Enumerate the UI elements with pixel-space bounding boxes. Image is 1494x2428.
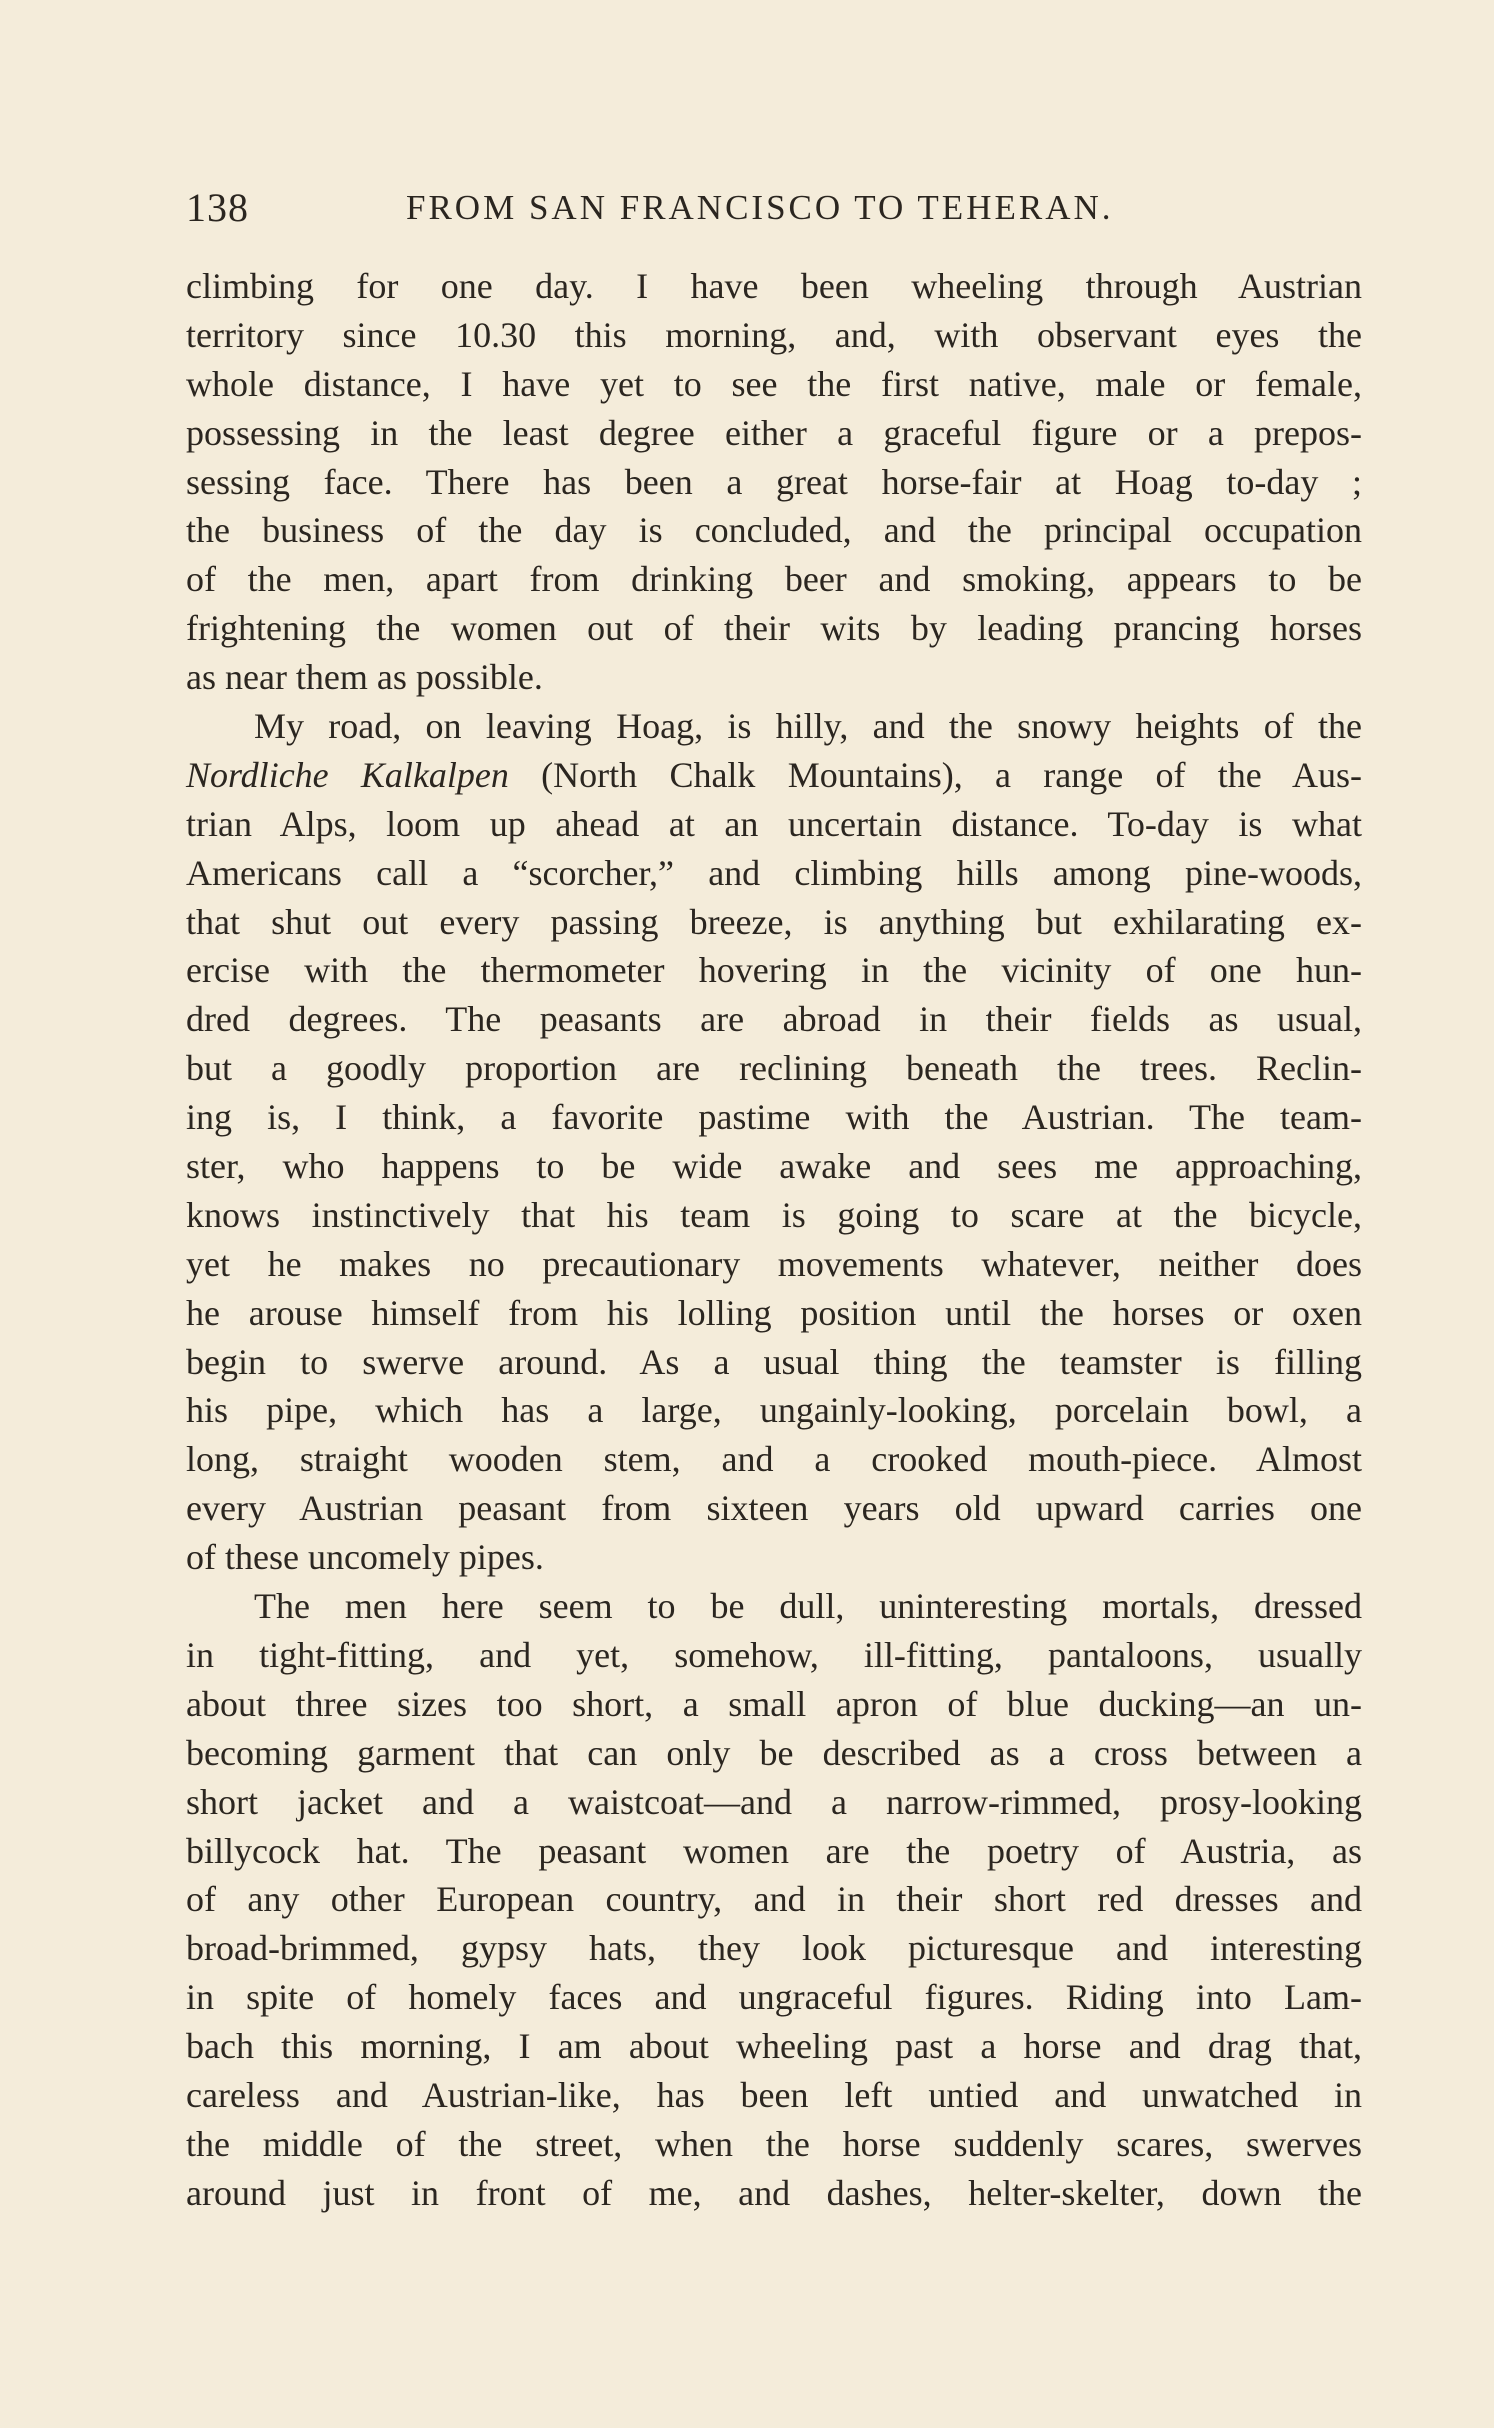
text-line-italic-start: Nordliche Kalkalpen (North Chalk Mountains), a range of the Aus- [186,754,1362,795]
text-line: bach this morning, I am about wheeling past a horse and drag that, [186,2026,1362,2067]
text-line: knows instinctively that his team is going to scare at the bicycle, [186,1194,1362,1235]
text-line: every Austrian peasant from sixteen years old upward carries one [186,1488,1362,1529]
paragraph-start-line: The men here seem to be dull, uninteresting mortals, dressed [254,1586,1362,1627]
text-line: begin to swerve around. As a usual thing the teamster is filling [186,1341,1362,1382]
italic-term: Nordliche Kalkalpen [186,754,509,795]
text-line: billycock hat. The peasant women are the poetry of Austria, as [186,1830,1362,1871]
text-line: sessing face. There has been a great horse-fair at Hoag to-day ; [186,461,1362,502]
text-line: dred degrees. The peasants are abroad in their fields as usual, [186,999,1362,1040]
text-line: the middle of the street, when the horse suddenly scares, swerves [186,2123,1362,2164]
text-line: broad-brimmed, gypsy hats, they look picturesque and interesting [186,1928,1362,1969]
text-line: whole distance, I have yet to see the first native, male or female, [186,363,1362,404]
text-line: ercise with the thermometer hovering in the vicinity of one hun- [186,950,1362,991]
text-line: yet he makes no precautionary movements whatever, neither does [186,1243,1362,1284]
text-line: of the men, apart from drinking beer and smoking, appears to be [186,559,1362,600]
running-head: FROM SAN FRANCISCO TO TEHERAN. [406,188,1114,227]
text-line: ster, who happens to be wide awake and sees me approaching, [186,1146,1362,1187]
text-line: around just in front of me, and dashes, helter-skelter, down the [186,2172,1362,2213]
text-line: territory since 10.30 this morning, and, with observant eyes the [186,314,1362,355]
text-line: careless and Austrian-like, has been left untied and unwatched in [186,2074,1362,2115]
text-line: becoming garment that can only be described as a cross between a [186,1732,1362,1773]
text-line: short jacket and a waistcoat—and a narrow-rimmed, prosy-looking [186,1781,1362,1822]
text-line: in tight-fitting, and yet, somehow, ill-fitting, pantaloons, usually [186,1634,1362,1675]
page-number: 138 [186,185,249,230]
text-line: frightening the women out of their wits by leading prancing horses [186,608,1362,649]
text-line: his pipe, which has a large, ungainly-looking, porcelain bowl, a [186,1390,1362,1431]
text-line: trian Alps, loom up ahead at an uncertain distance. To-day is what [186,803,1362,844]
paragraph-end-line: as near them as possible. [186,657,543,698]
text-line: that shut out every passing breeze, is anything but exhilarating ex- [186,901,1362,942]
text-line: he arouse himself from his lolling position until the horses or oxen [186,1292,1362,1333]
text-line: in spite of homely faces and ungraceful figures. Riding into Lam- [186,1977,1362,2018]
paragraph-start-line: My road, on leaving Hoag, is hilly, and the snowy heights of the [254,706,1362,747]
text-line: but a goodly proportion are reclining beneath the trees. Reclin- [186,1048,1362,1089]
text-line: ing is, I think, a favorite pastime with the Austrian. The team- [186,1097,1362,1138]
text-line: about three sizes too short, a small apron of blue ducking—an un- [186,1683,1362,1724]
paragraph-end-line: of these uncomely pipes. [186,1537,544,1578]
text-line: long, straight wooden stem, and a crooked mouth-piece. Almost [186,1439,1362,1480]
text-line: Americans call a “scorcher,” and climbing hills among pine-woods, [186,852,1362,893]
page-header [186,184,1366,244]
body-text [186,262,1362,2218]
text-line: of any other European country, and in their short red dresses and [186,1879,1362,1920]
text-line: possessing in the least degree either a graceful figure or a prepos- [186,412,1362,453]
text-line: the business of the day is concluded, and the principal occupation [186,510,1362,551]
text-line: climbing for one day. I have been wheeling through Austrian [186,266,1362,306]
